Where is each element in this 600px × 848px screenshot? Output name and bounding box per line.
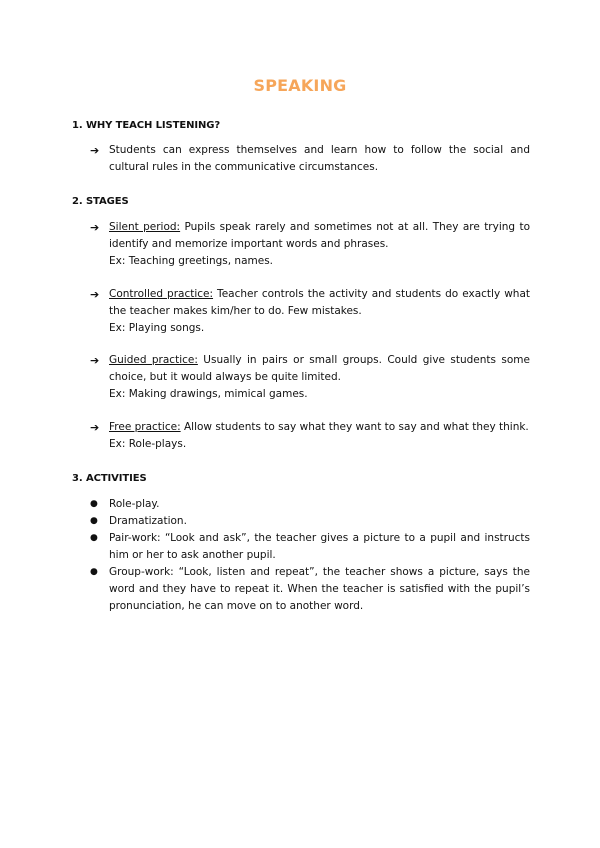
section-heading-why-teach: 1. WHY TEACH LISTENING? [72,120,221,131]
stage-item-free-practice [90,419,530,453]
arrow-bullet-icon: ➔ [90,421,100,434]
arrow-bullet-icon: ➔ [90,221,100,234]
activity-text: Pair-work: “Look and ask”, the teacher gives a picture to a pupil and instructs him or her to ask another pupil. [109,532,530,561]
activity-text: Dramatization. [109,515,187,527]
bullet-dot-icon: ● [90,567,98,577]
stage-description: Teacher controls the activity and students do exactly what the teacher makes kim/her to do. Few mistakes. [109,288,530,317]
stage-item-controlled-practice [90,286,530,337]
bullet-dot-icon: ● [90,499,98,509]
stage-item-guided-practice [90,352,530,403]
stage-term: Guided practice: [109,354,198,366]
bullet-dot-icon: ● [90,516,98,526]
stage-example: Ex: Playing songs. [109,322,205,334]
activity-text: Role-play. [109,498,160,510]
list-item [90,513,530,530]
section-heading-activities: 3. ACTIVITIES [72,473,147,484]
stage-example: Ex: Making drawings, mimical games. [109,388,308,400]
stage-item-silent-period [90,219,530,270]
stage-term: Controlled practice: [109,288,214,300]
bullet-dot-icon: ● [90,533,98,543]
activities-list [90,496,530,615]
section-heading-stages: 2. STAGES [72,196,129,207]
stage-example: Ex: Teaching greetings, names. [109,255,274,267]
list-item [90,530,530,564]
arrow-bullet-icon: ➔ [90,288,100,301]
page-title: SPEAKING [253,76,347,95]
list-item [90,564,530,615]
stage-description: Allow students to say what they want to say and what they think. [180,421,529,433]
arrow-bullet-icon: ➔ [90,354,100,367]
why-teach-item [90,142,530,176]
stage-term: Free practice: [109,421,181,433]
arrow-bullet-icon: ➔ [90,144,100,157]
stage-description: Usually in pairs or small groups. Could give students some choice, but it would always be quite limited. [109,354,530,383]
activity-text: Group-work: “Look, listen and repeat”, the teacher shows a picture, says the word and they have to repeat it. When the teacher is satisfied with the pupil’s pronunciation, he can move on to another word. [109,566,530,612]
stage-example: Ex: Role-plays. [109,438,187,450]
why-teach-text: Students can express themselves and learn how to follow the social and cultural rules in the communicative circumstances. [109,144,530,173]
list-item [90,496,530,513]
stage-term: Silent period: [109,221,181,233]
stage-description: Pupils speak rarely and sometimes not at all. They are trying to identify and memorize important words and phrases. [109,221,530,250]
